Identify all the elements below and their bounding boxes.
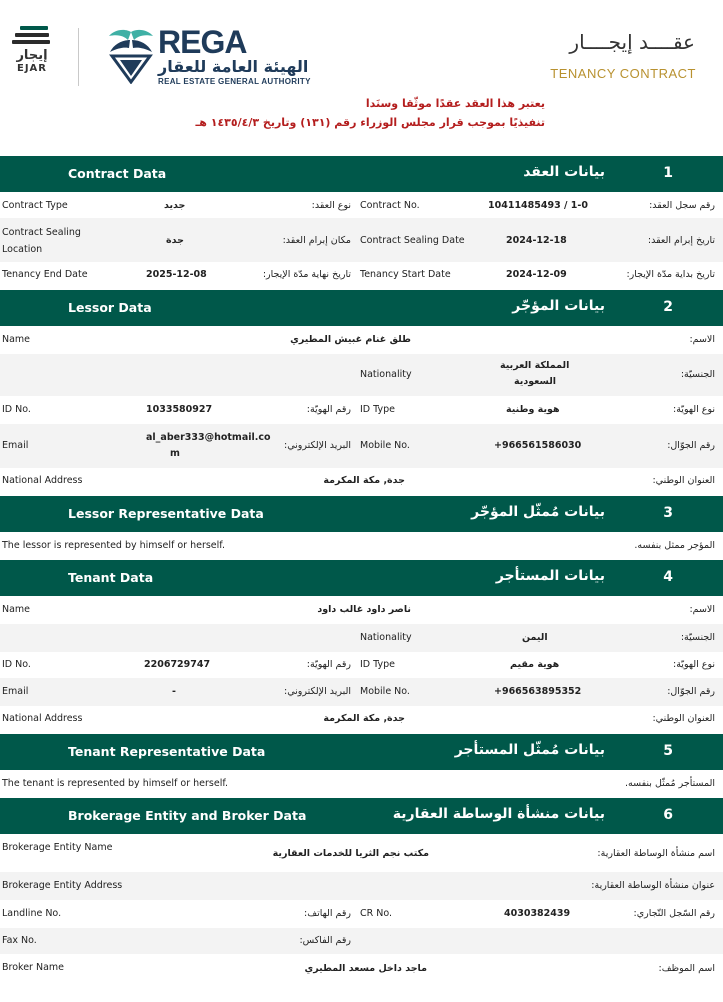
section-number: 2 bbox=[663, 299, 673, 315]
section-number: 3 bbox=[663, 505, 673, 521]
table-row bbox=[0, 354, 723, 396]
table-row bbox=[0, 218, 723, 262]
field-value: طلق غنام غبيش المطيري bbox=[290, 334, 411, 345]
field-label-ar: البريد الإلكتروني: bbox=[284, 686, 351, 697]
field-value: al_aber333@hotmail.co bbox=[146, 432, 271, 443]
field-value: اليمن bbox=[522, 632, 548, 643]
field-label-ar: الاسم: bbox=[689, 334, 715, 345]
field-label-ar: مكان إبرام العقد: bbox=[282, 235, 351, 246]
section-header-tenant-rep bbox=[0, 734, 723, 770]
field-value: ناصر داود غالب داود bbox=[317, 604, 411, 615]
field-label-ar: البريد الإلكتروني: bbox=[284, 440, 351, 451]
table-row bbox=[0, 900, 723, 928]
field-label-ar: رقم الهويّة: bbox=[306, 404, 351, 415]
field-label-ar: رقم السّجل التّجاري: bbox=[633, 908, 715, 919]
section-title-en: Tenant Data bbox=[68, 570, 154, 585]
field-label-en: Email bbox=[2, 686, 29, 697]
table-row bbox=[0, 396, 723, 424]
field-label-en: Name bbox=[2, 334, 31, 345]
section-title-en: Lessor Data bbox=[68, 300, 152, 315]
field-label-en: Mobile No. bbox=[360, 686, 410, 697]
section-title-ar: بيانات العقد bbox=[523, 164, 605, 180]
ejar-logo-icon bbox=[10, 26, 54, 44]
field-label-en: ID No. bbox=[2, 404, 31, 415]
field-label-en: Nationality bbox=[360, 632, 412, 643]
field-label-ar: رقم الجوّال: bbox=[667, 440, 715, 451]
field-value: جدة bbox=[166, 235, 184, 246]
ejar-logo bbox=[10, 26, 54, 74]
field-value: 2025-12-08 bbox=[146, 269, 207, 280]
field-value: 2206729747 bbox=[144, 659, 211, 670]
legal-notice-line1: يعتبر هذا العقد عقدًا موثّقا وسنَدا bbox=[365, 97, 545, 110]
field-value: m bbox=[170, 448, 180, 459]
field-value: جديد bbox=[164, 200, 186, 211]
table-row bbox=[0, 834, 723, 872]
table-row bbox=[0, 954, 723, 984]
table-row bbox=[0, 678, 723, 706]
field-label-en: Contract Type bbox=[2, 200, 68, 211]
field-label-en: ID Type bbox=[360, 659, 395, 670]
document-header bbox=[0, 0, 723, 150]
rega-title: REGA bbox=[158, 24, 247, 60]
section-header-brokerage bbox=[0, 798, 723, 834]
field-label-en: Contract Sealing Date bbox=[360, 235, 465, 246]
section-header-tenant bbox=[0, 560, 723, 596]
table-row bbox=[0, 326, 723, 354]
table-row bbox=[0, 596, 723, 624]
field-value: 4030382439 bbox=[504, 908, 571, 919]
field-label-en: Tenancy Start Date bbox=[360, 269, 451, 280]
section-title-ar: بيانات مُمثّل المستأجر bbox=[454, 742, 605, 758]
table-row bbox=[0, 532, 723, 558]
field-value: 10411485493 / 1-0 bbox=[488, 200, 588, 211]
field-label-ar: تاريخ نهاية مدّة الإيجار: bbox=[262, 269, 351, 280]
field-label-ar: اسم الموظف: bbox=[658, 963, 715, 974]
field-label-en: Name bbox=[2, 604, 31, 615]
field-label-en: National Address bbox=[2, 475, 83, 486]
field-label-en: Email bbox=[2, 440, 29, 451]
table-row bbox=[0, 928, 723, 954]
rega-name-ar: الهيئة العامة للعقار bbox=[158, 57, 309, 76]
field-value: السعودية bbox=[514, 376, 557, 387]
contract-title-en: TENANCY CONTRACT bbox=[550, 66, 696, 81]
section-title-en: Lessor Representative Data bbox=[68, 506, 264, 521]
field-value: مكتب نجم الثريا للخدمات العقارية bbox=[272, 848, 429, 859]
section-title-ar: بيانات منشأة الوساطة العقارية bbox=[392, 806, 605, 822]
field-value: - bbox=[172, 686, 176, 697]
field-label-ar: الاسم: bbox=[689, 604, 715, 615]
field-value: المملكة العربية bbox=[500, 360, 570, 371]
section-title-ar: بيانات المستأجر bbox=[495, 568, 605, 584]
legal-notice-line2: تنفيذيًا بموجب قرار مجلس الوزراء رقم (١٣١) وتاريخ ١٤٣٥/٤/٣ هـ bbox=[195, 116, 545, 129]
field-value: +966563895352 bbox=[494, 686, 582, 697]
field-value: 2024-12-09 bbox=[506, 269, 567, 280]
field-label-ar: نوع العقد: bbox=[311, 200, 351, 211]
field-label-en: Landline No. bbox=[2, 908, 62, 919]
field-note-ar: المؤجر ممثل بنفسه. bbox=[634, 540, 715, 551]
field-label-en: Tenancy End Date bbox=[2, 269, 88, 280]
field-label-ar: تاريخ إبرام العقد: bbox=[647, 235, 715, 246]
field-label-en: Contract No. bbox=[360, 200, 420, 211]
field-label-ar: اسم منشأة الوساطة العقارية: bbox=[597, 848, 715, 859]
table-row bbox=[0, 770, 723, 796]
section-title-ar: بيانات مُمثّل المؤجّر bbox=[471, 504, 605, 520]
section-number: 4 bbox=[663, 569, 673, 585]
field-label-en: ID No. bbox=[2, 659, 31, 670]
rega-palm-icon bbox=[106, 26, 156, 84]
section-title-ar: بيانات المؤجّر bbox=[512, 298, 605, 314]
field-value: جدة, مكة المكرمة bbox=[323, 713, 405, 724]
field-value: 1033580927 bbox=[146, 404, 213, 415]
field-label-ar: نوع الهويّة: bbox=[673, 659, 715, 670]
field-label-en: CR No. bbox=[360, 908, 393, 919]
field-label-en: Brokerage Entity Address bbox=[2, 880, 123, 891]
field-label-ar: عنوان منشأة الوساطة العقارية: bbox=[591, 880, 715, 891]
section-number: 6 bbox=[663, 807, 673, 823]
field-label-en: ID Type bbox=[360, 404, 395, 415]
table-row bbox=[0, 652, 723, 678]
rega-name-en: REAL ESTATE GENERAL AUTHORITY bbox=[158, 77, 311, 86]
field-note-en: The lessor is represented by himself or herself. bbox=[2, 540, 225, 551]
logo-divider bbox=[78, 28, 79, 86]
field-label-en: Brokerage Entity Name bbox=[2, 842, 113, 853]
field-label-ar: رقم سجل العقد: bbox=[649, 200, 715, 211]
field-label-en: Contract Sealing Location bbox=[2, 227, 81, 255]
section-title-en: Contract Data bbox=[68, 166, 167, 181]
field-label-ar: العنوان الوطني: bbox=[652, 475, 715, 486]
ejar-logo-ar: إيجار bbox=[16, 48, 48, 63]
contract-title-ar: عقــــد إيجــــار bbox=[569, 30, 695, 54]
field-label-en: Mobile No. bbox=[360, 440, 410, 451]
table-row bbox=[0, 192, 723, 218]
field-value: +966561586030 bbox=[494, 440, 582, 451]
section-header-lessor-rep bbox=[0, 496, 723, 532]
section-number: 5 bbox=[663, 743, 673, 759]
section-header-contract bbox=[0, 156, 723, 192]
table-row bbox=[0, 706, 723, 732]
field-value: هوية مقيم bbox=[510, 659, 560, 670]
table-row bbox=[0, 424, 723, 468]
table-row bbox=[0, 468, 723, 494]
table-row bbox=[0, 872, 723, 900]
ejar-logo-en: EJAR bbox=[17, 63, 47, 74]
section-title-en: Tenant Representative Data bbox=[68, 744, 266, 759]
field-label-ar: الجنسيّة: bbox=[680, 369, 715, 380]
field-label-ar: الجنسيّة: bbox=[680, 632, 715, 643]
field-value: هوية وطنية bbox=[506, 404, 560, 415]
table-row bbox=[0, 262, 723, 288]
field-label-ar: تاريخ بداية مدّة الإيجار: bbox=[626, 269, 715, 280]
field-label-ar: العنوان الوطني: bbox=[652, 713, 715, 724]
section-number: 1 bbox=[663, 165, 673, 181]
field-label-en: Fax No. bbox=[2, 935, 37, 946]
table-row bbox=[0, 624, 723, 652]
field-note-ar: المستأجر مُمثّل بنفسه. bbox=[625, 778, 715, 789]
field-value: ماجد داخل مسعد المطيري bbox=[304, 963, 427, 974]
field-value: 2024-12-18 bbox=[506, 235, 567, 246]
field-label-ar: نوع الهويّة: bbox=[673, 404, 715, 415]
field-label-ar: رقم الهاتف: bbox=[304, 908, 351, 919]
field-label-en: National Address bbox=[2, 713, 83, 724]
field-note-en: The tenant is represented by himself or herself. bbox=[2, 778, 229, 789]
field-label-ar: رقم الجوّال: bbox=[667, 686, 715, 697]
field-value: جدة, مكة المكرمة bbox=[323, 475, 405, 486]
section-title-en: Brokerage Entity and Broker Data bbox=[68, 808, 307, 823]
field-label-ar: رقم الفاكس: bbox=[299, 935, 351, 946]
section-header-lessor bbox=[0, 290, 723, 326]
field-label-en: Broker Name bbox=[2, 962, 64, 973]
field-label-en: Nationality bbox=[360, 369, 412, 380]
field-label-ar: رقم الهويّة: bbox=[306, 659, 351, 670]
